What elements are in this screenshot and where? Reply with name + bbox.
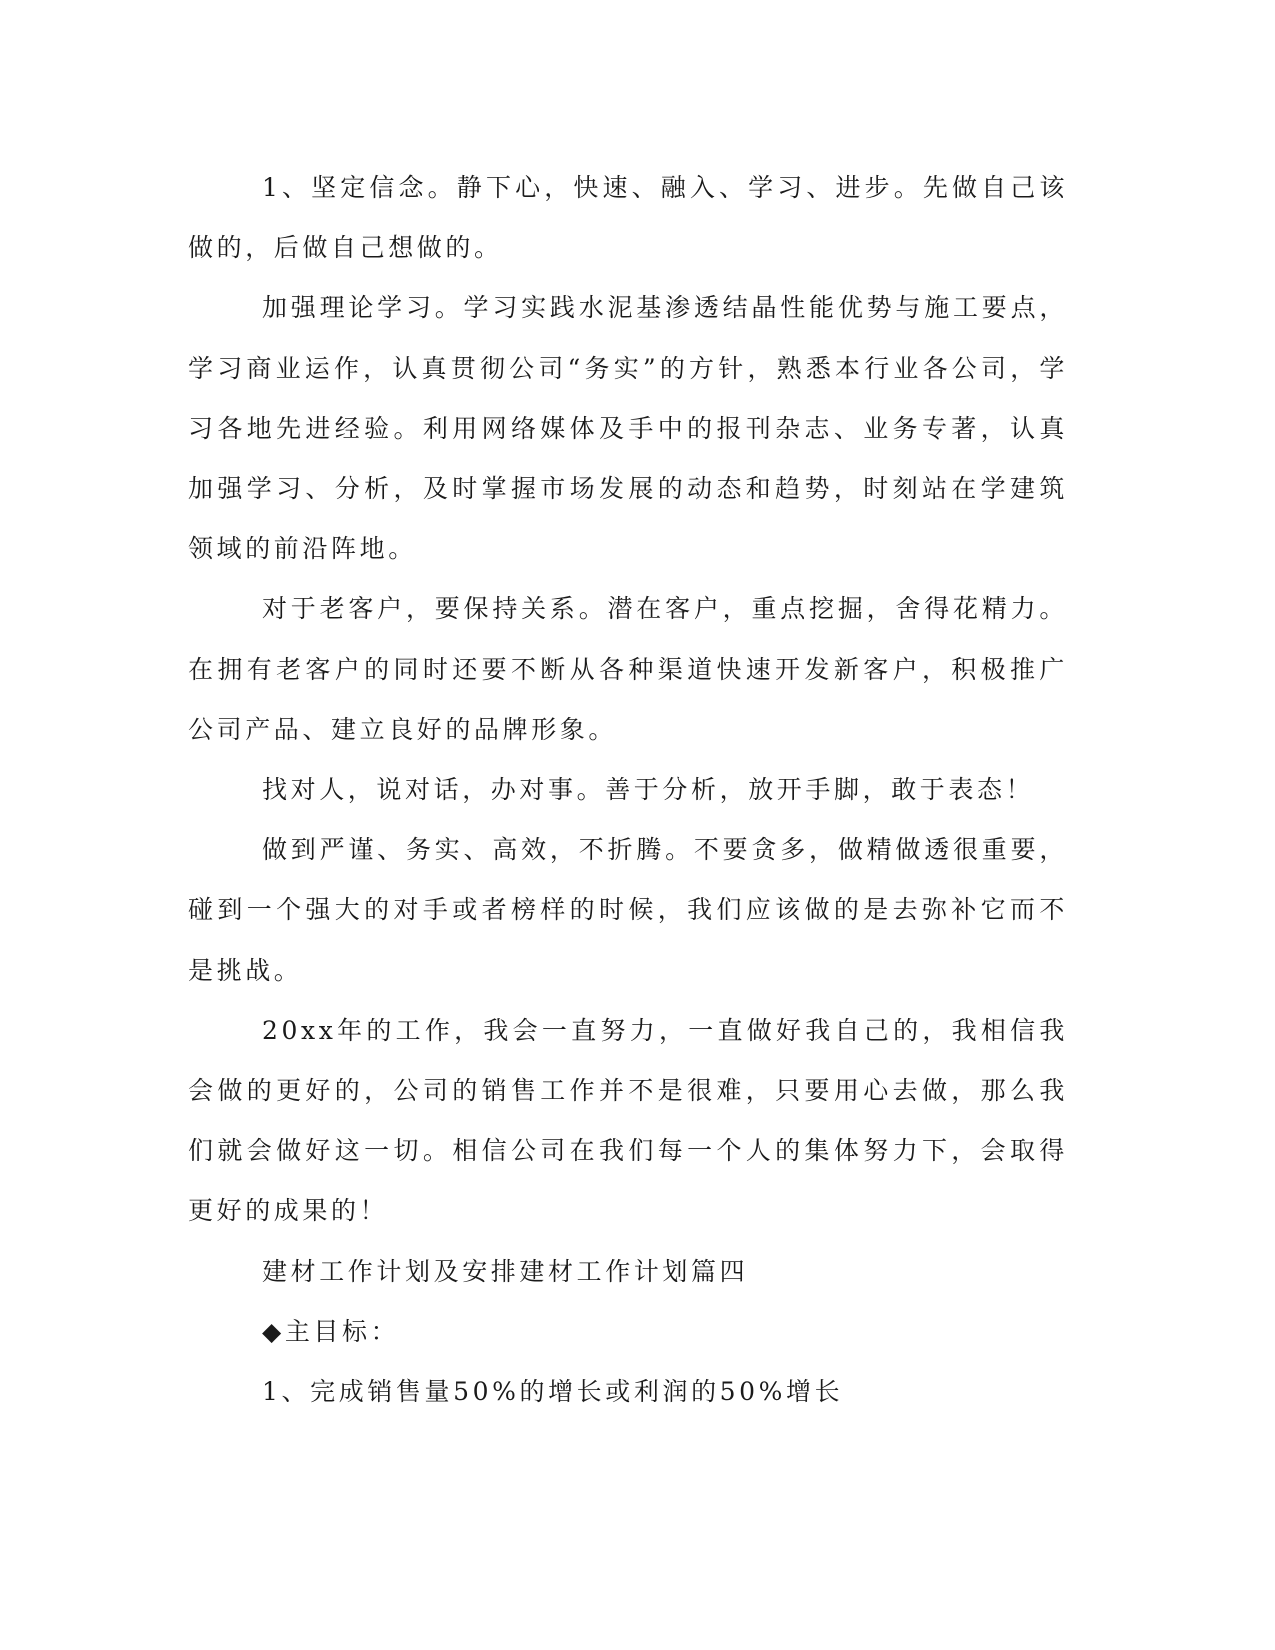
paragraph-belief: 1、坚定信念。静下心，快速、融入、学习、进步。先做自己该做的，后做自己想做的。 [188, 173, 1068, 263]
goal-item-1: 1、完成销售量50%的增长或利润的50%增长 [262, 1377, 844, 1407]
main-goal-label: ◆主目标： [262, 1316, 400, 1346]
paragraph-theory-study: 加强理论学习。学习实践水泥基渗透结晶性能优势与施工要点，学习商业运作，认真贯彻公司“务实”的方针，熟悉本行业各公司，学习各地先进经验。利用网络媒体及手中的报刊杂志、业务专著，认真加强学习、分析，及时掌握市场发展的动态和趋势，时刻站在学建筑领域的前沿阵地。 [188, 293, 1068, 564]
paragraph-customers: 对于老客户，要保持关系。潜在客户，重点挖掘，舍得花精力。在拥有老客户的同时还要不断从各种渠道快速开发新客户，积极推广公司产品、建立良好的品牌形象。 [188, 594, 1068, 744]
document-body [188, 158, 1068, 1422]
paragraph-rigorous: 做到严谨、务实、高效，不折腾。不要贪多，做精做透很重要，碰到一个强大的对手或者榜样的时候，我们应该做的是去弥补它而不是挑战。 [188, 835, 1068, 985]
paragraph-year-work: 20xx年的工作，我会一直努力，一直做好我自己的，我相信我会做的更好的，公司的销售工作并不是很难，只要用心去做，那么我们就会做好这一切。相信公司在我们每一个人的集体努力下，会取得更好的成果的！ [188, 1015, 1068, 1226]
section-heading: 建材工作计划及安排建材工作计划篇四 [262, 1256, 749, 1286]
paragraph-right-people: 找对人，说对话，办对事。善于分析，放开手脚，敢于表态！ [262, 775, 1035, 805]
